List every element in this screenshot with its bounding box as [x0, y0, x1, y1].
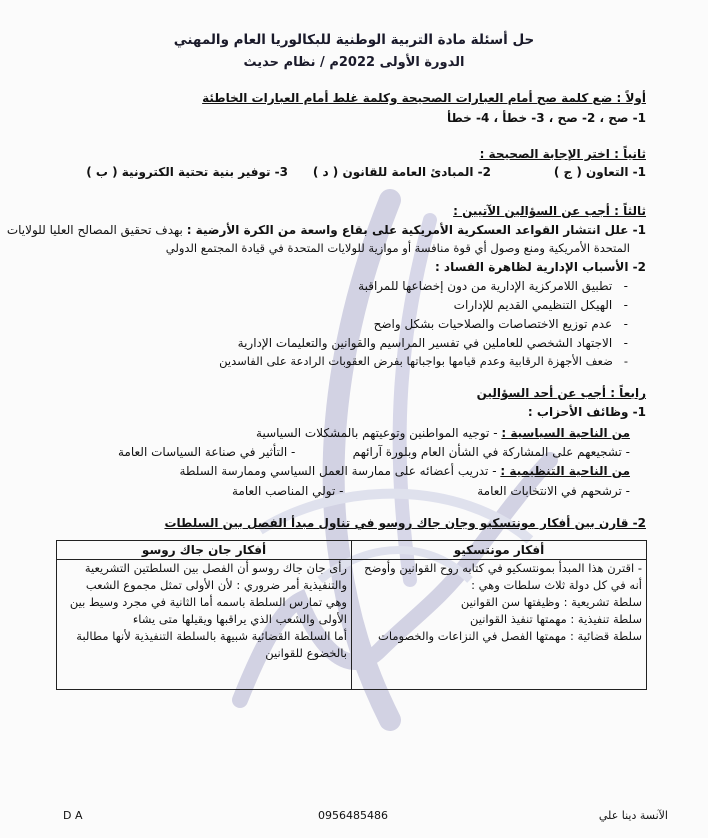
q3-item1 — [7, 222, 646, 238]
list-item: - الاجتهاد الشخصي للعاملين في تفسير المراسيم والقوانين والتعليمات الإدارية — [237, 336, 628, 350]
footer-initials: D A — [63, 809, 83, 822]
q3-item1-label: 1- علل انتشار القواعد العسكرية الأمريكية على بقاع واسعة من الكرة الأرضية : — [186, 223, 646, 237]
table-line: بالخضوع للقوانين — [265, 646, 347, 660]
table-line: سلطة تنفيذية : مهمتها تنفيذ القوانين — [469, 612, 642, 626]
organizational-line-2-right: - ترشحهم في الانتخابات العامة — [477, 484, 630, 498]
organizational-text: - تدريب أعضائه على ممارسة العمل السياسي وممارسة السلطة — [179, 464, 497, 478]
document-title: حل أسئلة مادة التربية الوطنية للبكالوريا العام والمهني — [173, 32, 535, 48]
political-line-2-left: - التأثير في صناعة السياسات العامة — [118, 445, 296, 459]
table-line: والتنفيذية أمر ضروري : لأن الأولى تمثل مجموع الشعب — [85, 578, 347, 592]
q4-heading: رابعاً : أجب عن أحد السؤالين — [476, 386, 646, 400]
q4-item2-label: 2- قارن بين أفكار مونتسكيو وجان جاك روسو في تناول مبدأ الفصل بين السلطات — [164, 516, 646, 530]
political-label: من الناحية السياسية : — [501, 426, 630, 440]
table-line: سلطة تشريعية : وظيفتها سن القوانين — [460, 595, 642, 609]
list-item: - تطبيق اللامركزية الإدارية من دون إخضاعها للمراقبة — [358, 279, 628, 293]
list-item: - ضعف الأجهزة الرقابية وعدم قيامها بواجباتها بفرض العقوبات الرادعة على الفاسدين — [219, 354, 628, 368]
table-line: - اقترن هذا المبدأ بمونتسكيو في كتابه روح القوانين وأوضح — [364, 561, 642, 575]
q3-item1-continued: المتحدة الأمريكية ومنع وصول أي قوة منافسة أو موازية للولايات المتحدة في قيادة المجتمع الدولي — [165, 241, 630, 255]
footer-phone: 0956485486 — [318, 809, 388, 822]
table-header-rousseau: أفكار جان جاك روسو — [57, 541, 352, 560]
montesquieu-cell — [352, 560, 647, 690]
q2-choices — [56, 165, 646, 183]
political-line-2-right: - تشجيعهم على المشاركة في الشأن العام وبلورة آرائهم — [352, 445, 630, 459]
q3-heading: ثالثاً : أجب عن السؤالين الآتيين : — [453, 204, 646, 218]
organizational-line-2-left: - تولي المناصب العامة — [232, 484, 344, 498]
q3-item1-text: بهدف تحقيق المصالح العليا للولايات — [6, 223, 183, 237]
table-line: سلطة قضائية : مهمتها الفصل في النزاعات والخصومات — [378, 629, 642, 643]
q2-choice-2: 2- المبادئ العامة للقانون ( د ) — [312, 165, 491, 179]
table-line: أما السلطة القضائية شبيهة بالسلطة التنفيذية لأنها مطالبة — [76, 629, 347, 643]
comparison-table — [56, 540, 647, 690]
q4-item1-label: 1- وظائف الأحزاب : — [527, 405, 646, 419]
q1-heading: أولاً : ضع كلمة صح أمام العبارات الصحيحة وكلمة غلط أمام العبارات الخاطئة — [202, 91, 646, 105]
political-functions — [256, 425, 630, 441]
organizational-label: من الناحية التنظيمية : — [500, 464, 630, 478]
q1-answers: 1- صح ، 2- صح ، 3- خطأ ، 4- خطأ — [446, 111, 646, 125]
list-item: - الهيكل التنظيمي القديم للإدارات — [453, 298, 628, 312]
table-line: الأولى والشعب الذي يراقبها ويقيلها متى يشاء — [132, 612, 347, 626]
organizational-functions — [179, 463, 630, 479]
table-header-montesquieu: أفكار مونتسكيو — [352, 541, 647, 560]
q2-choice-1: 1- التعاون ( ج ) — [553, 165, 646, 179]
table-line: أنه في كل دولة ثلاث سلطات وهي : — [471, 578, 642, 592]
q3-item2-label: 2- الأسباب الإدارية لظاهرة الفساد : — [434, 260, 646, 274]
rousseau-cell — [57, 560, 352, 690]
document-subtitle: الدورة الأولى 2022م / نظام حديث — [243, 55, 465, 70]
table-line: رأى جان جاك روسو أن الفصل بين السلطتين التشريعية — [84, 561, 347, 575]
political-text: - توجيه المواطنين وتوعيتهم بالمشكلات السياسية — [256, 426, 498, 440]
table-line: وهي تمارس السلطة باسمه أما الثانية في مجرد وسيط بين — [69, 595, 347, 609]
q2-choice-3: 3- توفير بنية تحتية الكترونية ( ب ) — [86, 165, 288, 179]
footer-teacher-name: الآنسة دينا علي — [598, 809, 668, 822]
list-item: - عدم توزيع الاختصاصات والصلاحيات بشكل واضح — [373, 317, 628, 331]
q2-heading: ثانياً : اختر الإجابة الصحيحة : — [479, 147, 646, 161]
